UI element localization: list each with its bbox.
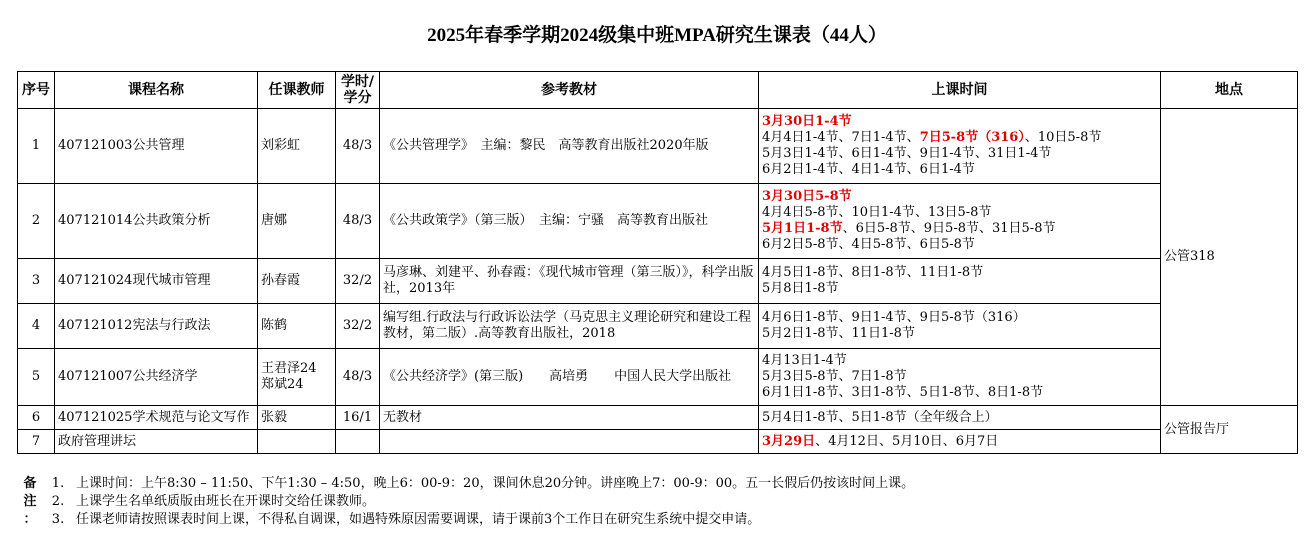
header-course: 课程名称: [55, 72, 258, 109]
time-line: [762, 434, 1157, 450]
time-text: 5月3日5-8节、7日1-8节: [762, 369, 907, 384]
row-number: 5: [18, 349, 55, 406]
teacher-name: [258, 304, 336, 349]
teacher-name: [258, 349, 336, 406]
header-hours-line2: 学分: [343, 90, 372, 106]
header-hours: [336, 72, 380, 109]
course-name: 407121014公共政策分析: [55, 184, 258, 259]
time-text: 6月2日5-8节、4日5-8节、6日5-8节: [762, 237, 975, 252]
teacher-name: [258, 184, 336, 259]
time-line: [762, 326, 1157, 342]
time-line: [762, 114, 1157, 130]
time-line: [762, 205, 1157, 221]
note-mark: 备: [23, 476, 37, 491]
table-row: [18, 184, 1298, 259]
time-highlight: 7日5-8节（316）: [919, 130, 1025, 145]
teacher-line: 陈鹤: [261, 318, 288, 333]
time-text: 6月2日1-4节、4日1-4节、6日1-4节: [762, 162, 975, 177]
class-time: [759, 109, 1161, 184]
time-text: 5月8日1-8节: [762, 281, 839, 296]
time-line: [762, 146, 1157, 162]
time-line: [762, 369, 1157, 385]
row-number: 2: [18, 184, 55, 259]
time-highlight: 3月29日: [762, 433, 816, 449]
class-time: [759, 349, 1161, 406]
time-text: 4月5日1-8节、8日1-8节、11日1-8节: [762, 265, 984, 280]
course-name: 407121003公共管理: [55, 109, 258, 184]
time-text: 6月1日1-8节、3日1-8节、5日1-8节、8日1-8节: [762, 385, 1044, 400]
time-highlight: 5月1日1-8节: [762, 221, 843, 236]
time-line: [762, 385, 1157, 401]
hours-credits: 32/2: [336, 259, 380, 304]
textbook: 《公共经济学》(第三版) 高培勇 中国人民大学出版社: [380, 349, 759, 406]
teacher-line: 郑斌24: [261, 377, 304, 392]
textbook: 无教材: [380, 406, 759, 430]
class-time: [759, 430, 1161, 454]
header-no: 序号: [18, 72, 55, 109]
teacher-name: [258, 109, 336, 184]
class-time: [759, 406, 1161, 430]
time-text: 、4月12日、5月10日、6月7日: [815, 433, 999, 449]
time-line: [762, 221, 1157, 237]
hours-credits: 16/1: [336, 406, 380, 430]
row-number: 1: [18, 109, 55, 184]
time-text: 、10日5-8节: [1024, 130, 1102, 145]
header-time: 上课时间: [759, 72, 1161, 109]
note-number: 1.: [51, 476, 65, 491]
textbook: 《公共管理学》 主编：黎民 高等教育出版社2020年版: [380, 109, 759, 184]
note-text: 任课老师请按照课表时间上课，不得私自调课，如遇特殊原因需要调课，请于课前3个工作日在研究生系统中提交申请。: [76, 512, 761, 527]
header-teacher: 任课教师: [258, 72, 336, 109]
course-name: 407121007公共经济学: [55, 349, 258, 406]
teacher-name: [258, 430, 336, 454]
time-text: 4月6日1-8节、9日1-4节、9日5-8节（316）: [762, 310, 1026, 325]
time-line: [762, 410, 1157, 426]
note-number: 3.: [51, 512, 65, 527]
teacher-line: 唐娜: [261, 213, 288, 228]
time-text: 4月4日5-8节、10日1-4节、13日5-8节: [762, 205, 992, 220]
textbook: 马彦琳、刘建平、孙春霞：《现代城市管理（第三版）》，科学出版社，2013年: [380, 259, 759, 304]
teacher-name: [258, 259, 336, 304]
teacher-line: 孙春霞: [261, 273, 301, 288]
time-highlight: 3月30日1-4节: [762, 114, 852, 129]
table-row: [18, 304, 1298, 349]
notes-section: [20, 475, 914, 529]
textbook: 《公共政策学》（第三版） 主编：宁骚 高等教育出版社: [380, 184, 759, 259]
time-line: [762, 237, 1157, 253]
time-line: [762, 130, 1157, 146]
note-text: 上课时间：上午8:30 – 11:50、下午1:30 – 4:50，晚上6：00-9：20，课间休息20分钟。讲座晚上7：00-9：00。五一长假后仍按该时间上课。: [76, 476, 915, 491]
time-line: [762, 353, 1157, 369]
note-number: 2.: [51, 494, 65, 509]
header-textbook: 参考教材: [380, 72, 759, 109]
note-item: [20, 493, 914, 511]
course-name: 407121024现代城市管理: [55, 259, 258, 304]
note-item: [20, 475, 914, 493]
table-row: [18, 406, 1298, 430]
page-title: 2025年春季学期2024级集中班MPA研究生课表（44人）: [427, 25, 887, 46]
hours-credits: 48/3: [336, 349, 380, 406]
note-mark: 注: [23, 494, 37, 509]
row-number: 7: [18, 430, 55, 454]
time-line: [762, 310, 1157, 326]
table-row: [18, 109, 1298, 184]
header-row: [18, 72, 1298, 109]
teacher-name: [258, 406, 336, 430]
course-name: 407121025学术规范与论文写作: [55, 406, 258, 430]
time-text: 4月4日1-4节、7日1-4节、: [762, 130, 920, 145]
note-text: 上课学生名单纸质版由班长在开课时交给任课教师。: [76, 494, 376, 509]
teacher-line: 张毅: [261, 409, 288, 425]
class-time: [759, 184, 1161, 259]
textbook: 编写组.行政法与行政诉讼法学（马克思主义理论研究和建设工程教材，第二版）.高等教育出版社，2018: [380, 304, 759, 349]
class-time: [759, 259, 1161, 304]
header-location: 地点: [1161, 72, 1298, 109]
row-number: 4: [18, 304, 55, 349]
course-name: 政府管理讲坛: [55, 430, 258, 454]
time-text: 5月3日1-4节、6日1-4节、9日1-4节、31日1-4节: [762, 146, 1052, 161]
time-line: [762, 281, 1157, 297]
header-hours-line1: 学时/: [340, 74, 375, 90]
hours-credits: 48/3: [336, 109, 380, 184]
location-hall: 公管报告厅: [1161, 406, 1298, 454]
time-text: 、6日5-8节、9日5-8节、31日5-8节: [842, 221, 1056, 236]
time-text: 5月4日1-8节、5日1-8节（全年级合上）: [762, 409, 998, 425]
time-line: [762, 189, 1157, 205]
course-name: 407121012宪法与行政法: [55, 304, 258, 349]
location-main: 公管318: [1161, 109, 1298, 406]
class-time: [759, 304, 1161, 349]
table-row: [18, 259, 1298, 304]
time-line: [762, 265, 1157, 281]
note-item: [20, 511, 914, 529]
teacher-line: 刘彩虹: [261, 138, 301, 153]
time-text: 5月2日1-8节、11日1-8节: [762, 326, 915, 341]
hours-credits: [336, 430, 380, 454]
table-row: [18, 430, 1298, 454]
time-text: 4月13日1-4节: [762, 353, 847, 368]
textbook: [380, 430, 759, 454]
teacher-line: 王君泽24: [261, 361, 317, 376]
table-row: [18, 349, 1298, 406]
row-number: 3: [18, 259, 55, 304]
hours-credits: 48/3: [336, 184, 380, 259]
hours-credits: 32/2: [336, 304, 380, 349]
note-mark: ：: [23, 512, 37, 527]
time-highlight: 3月30日5-8节: [762, 189, 852, 204]
schedule-table: [17, 71, 1298, 454]
time-line: [762, 162, 1157, 178]
row-number: 6: [18, 406, 55, 430]
